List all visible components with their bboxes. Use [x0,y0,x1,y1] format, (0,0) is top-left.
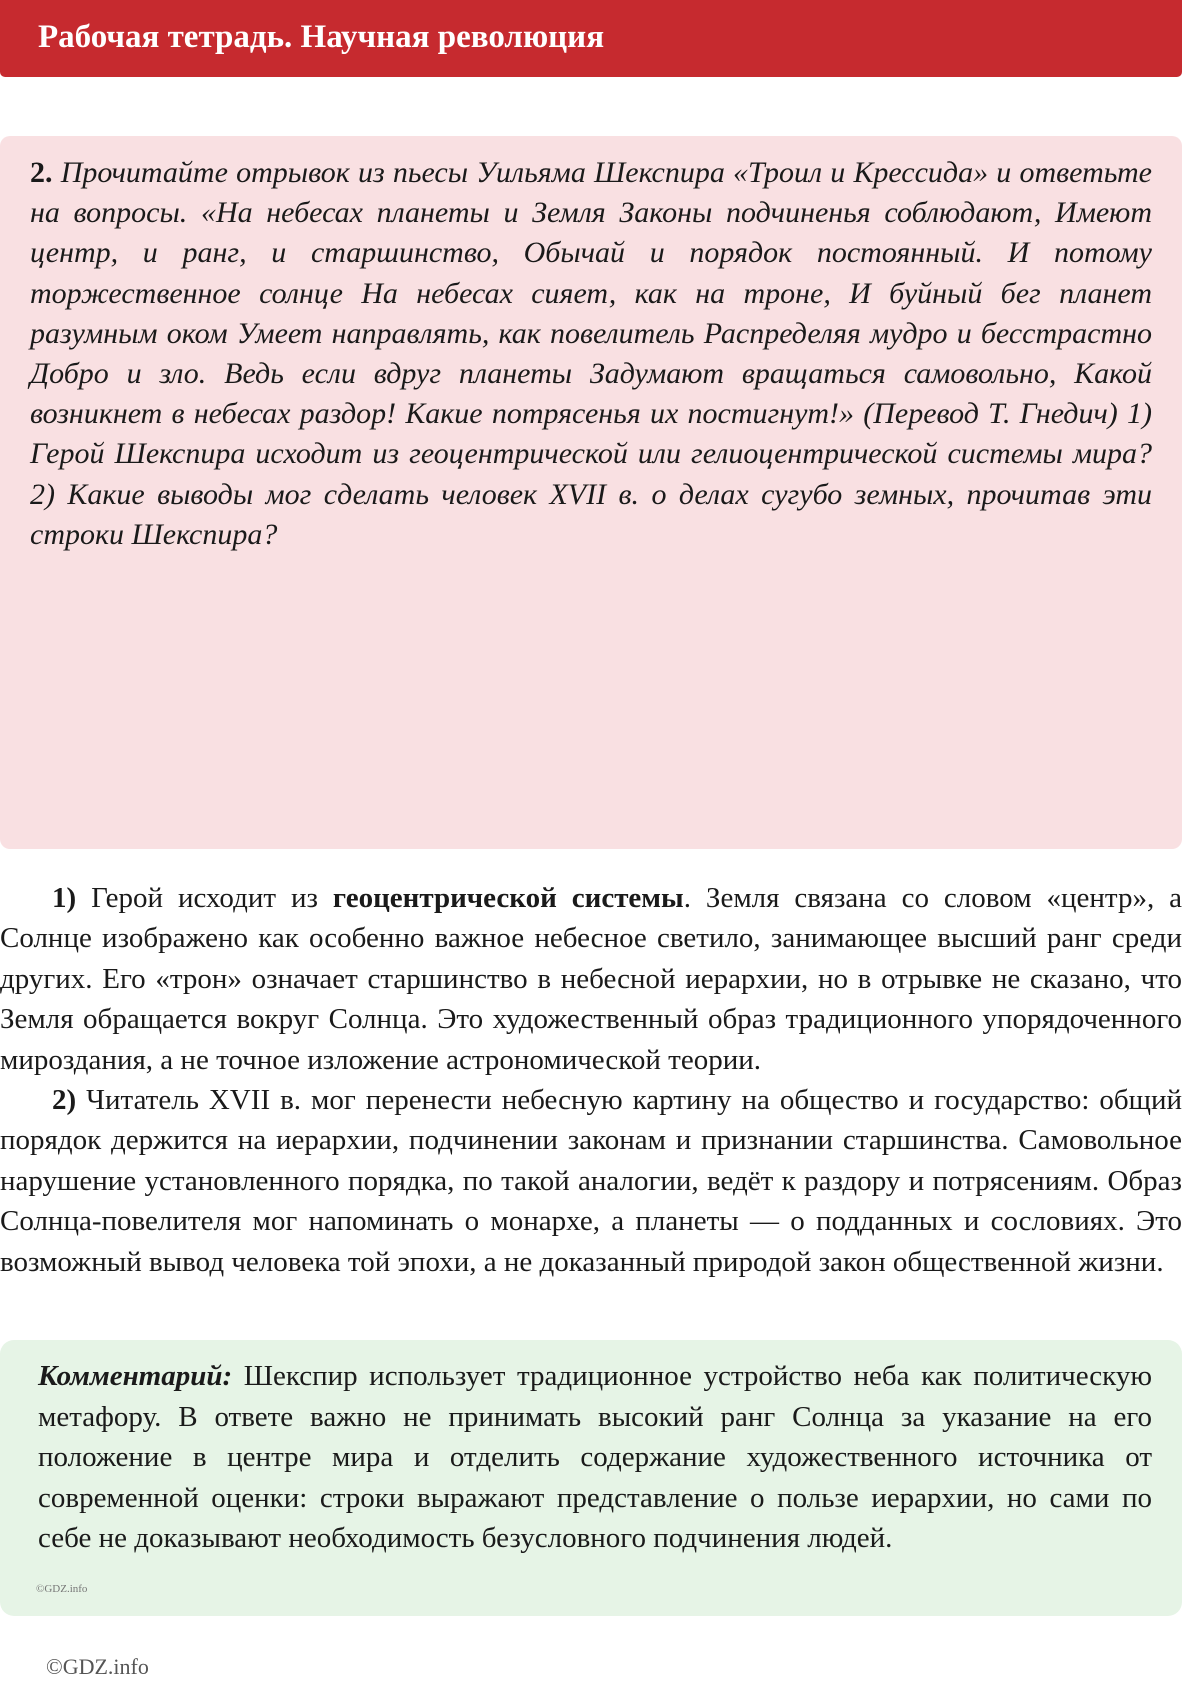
answer-1-number: 1) [52,882,77,914]
answer-2-number: 2) [52,1084,77,1117]
answer-1-bold: геоцентрической системы [332,882,684,914]
task-body: Прочитайте отрывок из пьесы Уильяма Шекспира «Троил и Крессида» и ответьте на вопросы. «На небесах планеты и Земля Законы подчиненья соблюдают, Имеют центр, и ранг, и старшинство, Обычай и порядок постоянный. И потому торжественное солнце На небесах сияет, как на троне, И буйный бег планет разумным оком Умеет направлять, как повелитель Распределяя мудро и бесстрастно Добро и зло. Ведь если вдруг планеты Задумают вращаться самовольно, Какой возникнет в небесах раздор! Какие потрясенья их постигнут!» (Перевод Т. Гнедич) 1) Герой Шекспира исходит из геоцентрической или гелиоцентрической системы мира? 2) Какие выводы мог сделать человек XVII в. о делах сугубо земных, прочитав эти строки Шекспира? [30,156,1152,551]
comment-text [38,1356,1152,1559]
answer-2-text: Читатель XVII в. мог перенести небесную картину на общество и государство: общий порядок держится на иерархии, подчинении законам и признании старшинства. Самовольное нарушение установленного порядка, по такой аналогии, ведёт к раздору и потрясениям. Образ Солнца-повелителя мог напоминать о монархе, а планеты — о подданных и сословиях. Это возможный вывод человека той эпохи, а не доказанный природой закон общественной жизни. [0,1084,1183,1278]
header-banner [0,0,1182,77]
task-box [0,136,1182,849]
comment-body: Шекспир использует традиционное устройство неба как политическую метафору. В ответе важно не принимать высокий ранг Солнца за указание на его положение в центре мира и отделить содержание художественного источника от современной оценки: строки выражают представление о пользе иерархии, но сами по себе не доказывают необходимость безусловного подчинения людей. [38,1360,1152,1554]
task-text [30,153,1152,555]
task-number: 2. [30,156,53,189]
copyright-small: ©GDZ.info [36,1583,88,1595]
comment-label: Комментарий: [38,1360,233,1392]
comment-box [0,1340,1182,1616]
answer-section [0,878,1182,1282]
page-title: Рабочая тетрадь. Научная революция [38,19,605,55]
answer-1-text-a: Герой исходит из [91,882,318,914]
answer-paragraph-2 [0,1080,1182,1282]
answer-paragraph-1 [0,878,1182,1080]
copyright: ©GDZ.info [46,1654,149,1679]
answer-1-text-b: . Земля связана со словом «центр», а Солнце изображено как особенно важное небесное светило, занимающее высший ранг среди других. Его «трон» означает старшинство в небесной иерархии, но в отрывке не сказано, что Земля обращается вокруг Солнца. Это художественный образ традиционного упорядоченного мироздания, а не точное изложение астрономической теории. [0,882,1183,1076]
